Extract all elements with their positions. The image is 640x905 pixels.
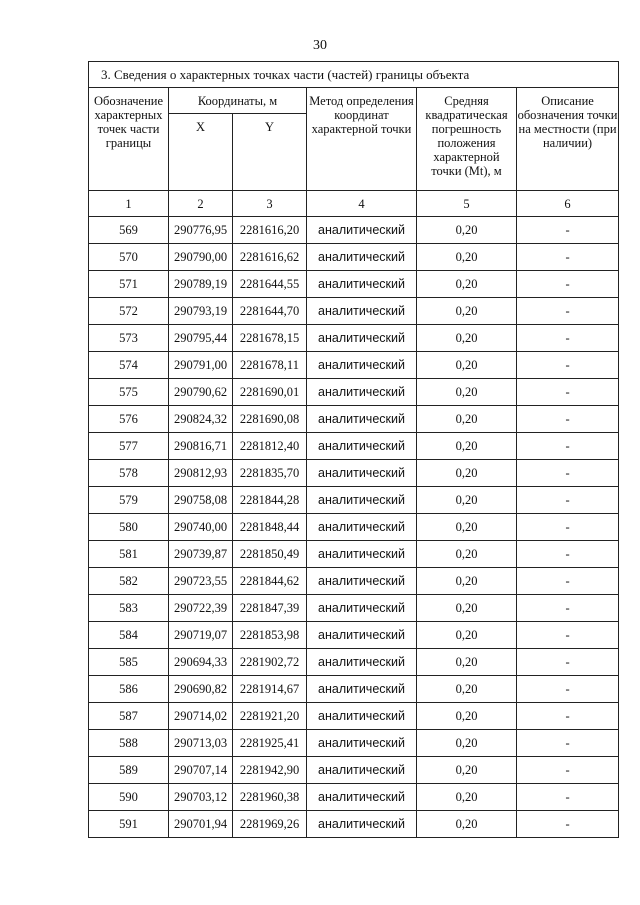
x-coordinate-cell: 290812,93: [169, 460, 233, 487]
method-cell: аналитический: [307, 217, 417, 244]
description-cell: -: [517, 784, 619, 811]
header-point-id: Обозначение характерных точек части границы: [89, 88, 169, 191]
point-id-cell: 589: [89, 757, 169, 784]
y-coordinate-cell: 2281925,41: [233, 730, 307, 757]
y-coordinate-cell: 2281690,08: [233, 406, 307, 433]
method-cell: аналитический: [307, 433, 417, 460]
description-cell: -: [517, 757, 619, 784]
column-number: 1: [89, 191, 169, 217]
page-number: 30: [313, 38, 327, 53]
y-coordinate-cell: 2281942,90: [233, 757, 307, 784]
description-cell: -: [517, 298, 619, 325]
table-row: [89, 811, 619, 838]
y-coordinate-cell: 2281969,26: [233, 811, 307, 838]
description-cell: -: [517, 811, 619, 838]
point-id-cell: 580: [89, 514, 169, 541]
method-cell: аналитический: [307, 757, 417, 784]
error-cell: 0,20: [417, 568, 517, 595]
description-cell: -: [517, 676, 619, 703]
header-x: X: [169, 114, 233, 191]
x-coordinate-cell: 290790,62: [169, 379, 233, 406]
x-coordinate-cell: 290694,33: [169, 649, 233, 676]
header-description: Описание обозначения точки на местности (при наличии): [517, 88, 619, 191]
y-coordinate-cell: 2281960,38: [233, 784, 307, 811]
x-coordinate-cell: 290690,82: [169, 676, 233, 703]
x-coordinate-cell: 290790,00: [169, 244, 233, 271]
method-cell: аналитический: [307, 811, 417, 838]
method-cell: аналитический: [307, 514, 417, 541]
method-cell: аналитический: [307, 298, 417, 325]
column-number: 5: [417, 191, 517, 217]
column-number: 2: [169, 191, 233, 217]
header-coordinates: Координаты, м: [169, 88, 307, 114]
description-cell: -: [517, 568, 619, 595]
header-method: Метод определения координат характерной точки: [307, 88, 417, 191]
point-id-cell: 590: [89, 784, 169, 811]
method-cell: аналитический: [307, 649, 417, 676]
y-coordinate-cell: 2281844,28: [233, 487, 307, 514]
error-cell: 0,20: [417, 811, 517, 838]
table-row: [89, 541, 619, 568]
method-cell: аналитический: [307, 622, 417, 649]
error-cell: 0,20: [417, 460, 517, 487]
point-id-cell: 578: [89, 460, 169, 487]
description-cell: -: [517, 244, 619, 271]
table-row: [89, 460, 619, 487]
error-cell: 0,20: [417, 433, 517, 460]
y-coordinate-cell: 2281678,15: [233, 325, 307, 352]
point-id-cell: 574: [89, 352, 169, 379]
method-cell: аналитический: [307, 703, 417, 730]
table-row: [89, 352, 619, 379]
error-cell: 0,20: [417, 730, 517, 757]
method-cell: аналитический: [307, 352, 417, 379]
x-coordinate-cell: 290707,14: [169, 757, 233, 784]
x-coordinate-cell: 290776,95: [169, 217, 233, 244]
description-cell: -: [517, 649, 619, 676]
description-cell: -: [517, 352, 619, 379]
point-id-cell: 587: [89, 703, 169, 730]
description-cell: -: [517, 217, 619, 244]
x-coordinate-cell: 290714,02: [169, 703, 233, 730]
column-number: 4: [307, 191, 417, 217]
table-row: [89, 487, 619, 514]
description-cell: -: [517, 541, 619, 568]
point-id-cell: 588: [89, 730, 169, 757]
description-cell: -: [517, 460, 619, 487]
y-coordinate-cell: 2281853,98: [233, 622, 307, 649]
x-coordinate-cell: 290791,00: [169, 352, 233, 379]
y-coordinate-cell: 2281644,70: [233, 298, 307, 325]
method-cell: аналитический: [307, 325, 417, 352]
error-cell: 0,20: [417, 298, 517, 325]
error-cell: 0,20: [417, 406, 517, 433]
description-cell: -: [517, 703, 619, 730]
point-id-cell: 583: [89, 595, 169, 622]
description-cell: -: [517, 622, 619, 649]
section-title: 3. Сведения о характерных точках части (частей) границы объекта: [89, 62, 619, 88]
table-row: [89, 595, 619, 622]
y-coordinate-cell: 2281921,20: [233, 703, 307, 730]
y-coordinate-cell: 2281835,70: [233, 460, 307, 487]
x-coordinate-cell: 290740,00: [169, 514, 233, 541]
method-cell: аналитический: [307, 595, 417, 622]
x-coordinate-cell: 290795,44: [169, 325, 233, 352]
point-id-cell: 591: [89, 811, 169, 838]
description-cell: -: [517, 730, 619, 757]
table-row: [89, 244, 619, 271]
method-cell: аналитический: [307, 676, 417, 703]
table-row: [89, 271, 619, 298]
description-cell: -: [517, 487, 619, 514]
x-coordinate-cell: 290703,12: [169, 784, 233, 811]
x-coordinate-cell: 290789,19: [169, 271, 233, 298]
method-cell: аналитический: [307, 487, 417, 514]
description-cell: -: [517, 379, 619, 406]
y-coordinate-cell: 2281847,39: [233, 595, 307, 622]
error-cell: 0,20: [417, 487, 517, 514]
description-cell: -: [517, 433, 619, 460]
error-cell: 0,20: [417, 649, 517, 676]
description-cell: -: [517, 325, 619, 352]
y-coordinate-cell: 2281690,01: [233, 379, 307, 406]
method-cell: аналитический: [307, 460, 417, 487]
table-row: [89, 703, 619, 730]
table-row: [89, 433, 619, 460]
error-cell: 0,20: [417, 379, 517, 406]
error-cell: 0,20: [417, 595, 517, 622]
y-coordinate-cell: 2281848,44: [233, 514, 307, 541]
point-id-cell: 571: [89, 271, 169, 298]
table-row: [89, 568, 619, 595]
point-id-cell: 577: [89, 433, 169, 460]
error-cell: 0,20: [417, 514, 517, 541]
y-coordinate-cell: 2281644,55: [233, 271, 307, 298]
x-coordinate-cell: 290816,71: [169, 433, 233, 460]
method-cell: аналитический: [307, 379, 417, 406]
x-coordinate-cell: 290722,39: [169, 595, 233, 622]
error-cell: 0,20: [417, 784, 517, 811]
error-cell: 0,20: [417, 271, 517, 298]
table-row: [89, 622, 619, 649]
column-number-row: [89, 191, 619, 217]
method-cell: аналитический: [307, 568, 417, 595]
error-cell: 0,20: [417, 703, 517, 730]
table-row: [89, 784, 619, 811]
method-cell: аналитический: [307, 406, 417, 433]
x-coordinate-cell: 290824,32: [169, 406, 233, 433]
point-id-cell: 573: [89, 325, 169, 352]
table-row: [89, 406, 619, 433]
table-row: [89, 217, 619, 244]
table-row: [89, 325, 619, 352]
point-id-cell: 584: [89, 622, 169, 649]
point-id-cell: 572: [89, 298, 169, 325]
error-cell: 0,20: [417, 757, 517, 784]
x-coordinate-cell: 290758,08: [169, 487, 233, 514]
column-number: 6: [517, 191, 619, 217]
point-id-cell: 569: [89, 217, 169, 244]
description-cell: -: [517, 514, 619, 541]
y-coordinate-cell: 2281678,11: [233, 352, 307, 379]
point-id-cell: 582: [89, 568, 169, 595]
y-coordinate-cell: 2281616,20: [233, 217, 307, 244]
x-coordinate-cell: 290719,07: [169, 622, 233, 649]
method-cell: аналитический: [307, 730, 417, 757]
x-coordinate-cell: 290739,87: [169, 541, 233, 568]
y-coordinate-cell: 2281850,49: [233, 541, 307, 568]
method-cell: аналитический: [307, 244, 417, 271]
description-cell: -: [517, 271, 619, 298]
error-cell: 0,20: [417, 217, 517, 244]
table-row: [89, 649, 619, 676]
description-cell: -: [517, 406, 619, 433]
point-id-cell: 579: [89, 487, 169, 514]
table-row: [89, 514, 619, 541]
method-cell: аналитический: [307, 784, 417, 811]
point-id-cell: 585: [89, 649, 169, 676]
boundary-points-table: [88, 61, 619, 838]
point-id-cell: 576: [89, 406, 169, 433]
method-cell: аналитический: [307, 271, 417, 298]
table-row: [89, 676, 619, 703]
y-coordinate-cell: 2281914,67: [233, 676, 307, 703]
point-id-cell: 586: [89, 676, 169, 703]
header-error: Средняя квадратическая погрешность положения характерной точки (Mt), м: [417, 88, 517, 191]
error-cell: 0,20: [417, 541, 517, 568]
method-cell: аналитический: [307, 541, 417, 568]
table-row: [89, 757, 619, 784]
column-number: 3: [233, 191, 307, 217]
x-coordinate-cell: 290713,03: [169, 730, 233, 757]
point-id-cell: 575: [89, 379, 169, 406]
x-coordinate-cell: 290793,19: [169, 298, 233, 325]
description-cell: -: [517, 595, 619, 622]
y-coordinate-cell: 2281812,40: [233, 433, 307, 460]
x-coordinate-cell: 290701,94: [169, 811, 233, 838]
error-cell: 0,20: [417, 352, 517, 379]
error-cell: 0,20: [417, 244, 517, 271]
y-coordinate-cell: 2281616,62: [233, 244, 307, 271]
y-coordinate-cell: 2281844,62: [233, 568, 307, 595]
y-coordinate-cell: 2281902,72: [233, 649, 307, 676]
table-row: [89, 730, 619, 757]
error-cell: 0,20: [417, 676, 517, 703]
point-id-cell: 570: [89, 244, 169, 271]
x-coordinate-cell: 290723,55: [169, 568, 233, 595]
point-id-cell: 581: [89, 541, 169, 568]
table-row: [89, 379, 619, 406]
error-cell: 0,20: [417, 325, 517, 352]
header-y: Y: [233, 114, 307, 191]
table-row: [89, 298, 619, 325]
error-cell: 0,20: [417, 622, 517, 649]
